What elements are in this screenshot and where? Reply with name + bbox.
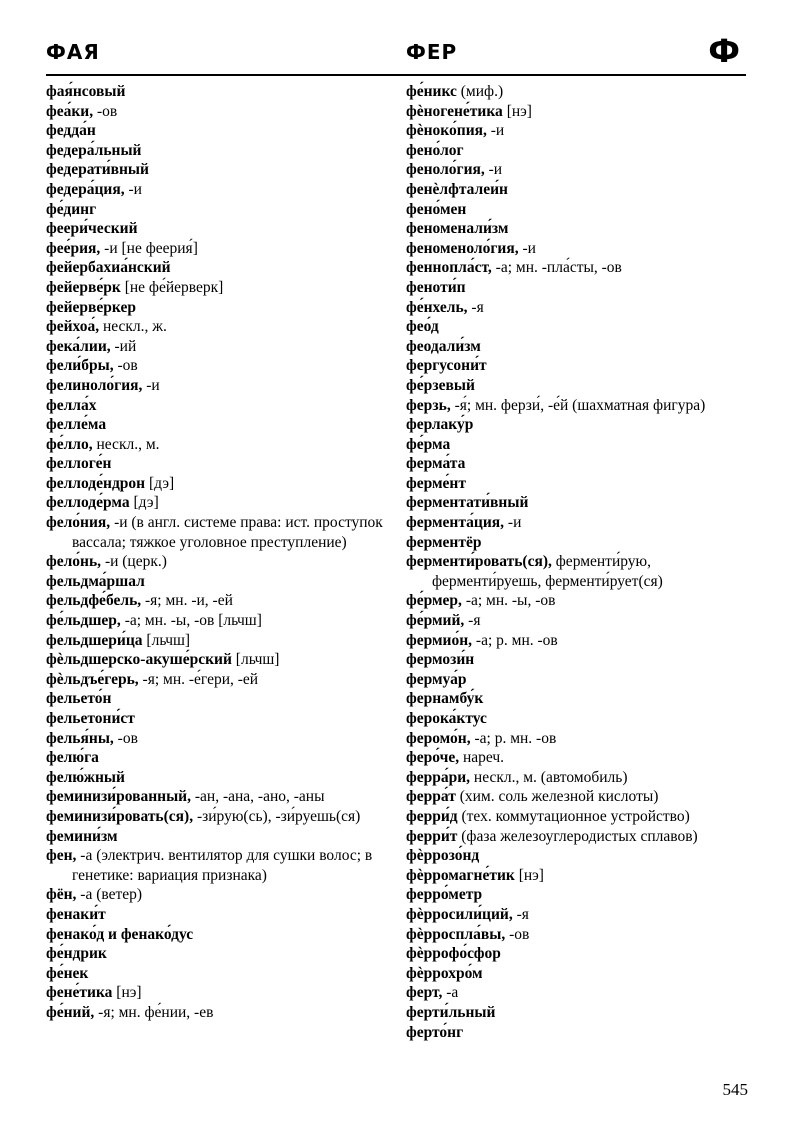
- headword: фѐрроспла́вы,: [406, 925, 506, 943]
- entry-note: -а; р. мн. -ов: [472, 631, 558, 649]
- headword: фели́бры,: [46, 357, 114, 375]
- entry-note: (миф.): [456, 83, 504, 100]
- headword: фе́нхель,: [406, 298, 468, 316]
- dictionary-entry: [46, 709, 392, 729]
- dictionary-entry: [406, 474, 752, 494]
- dictionary-entry: [406, 239, 752, 259]
- entry-note: -я: [512, 905, 529, 923]
- headword: фельдшери́ца: [46, 631, 143, 649]
- entry-note: -зи́рую(сь), -зи́руешь(ся): [193, 807, 361, 825]
- headword: фе́льдшер,: [46, 612, 121, 630]
- entry-note: -ан, -ана, -ано, -аны: [191, 788, 325, 806]
- headword: фе́никс: [406, 83, 457, 100]
- headword: ферри́т: [406, 827, 458, 845]
- headword: фельетони́ст: [46, 710, 135, 727]
- dictionary-entry: [406, 513, 752, 533]
- headword: фейербахиа́нский: [46, 259, 171, 277]
- headword: феноменоло́гия,: [406, 239, 519, 257]
- header-right-guide-word: ФЕР: [406, 40, 458, 64]
- headword: феери́ческий: [46, 220, 138, 238]
- headword: фе́рма: [406, 435, 451, 453]
- dictionary-entry: [406, 435, 752, 455]
- entry-note: [нэ]: [514, 866, 544, 884]
- headword: фенаки́т: [46, 905, 106, 923]
- headword: фене́тика: [46, 984, 113, 1002]
- dictionary-entry: [406, 983, 752, 1003]
- entry-note: -я: [467, 298, 484, 316]
- dictionary-entry: [406, 1023, 752, 1043]
- entry-note: нареч.: [459, 749, 505, 767]
- dictionary-entry: [46, 141, 392, 161]
- headword: феноти́п: [406, 278, 466, 296]
- dictionary-entry: [406, 121, 752, 141]
- dictionary-entry: [406, 689, 752, 709]
- headword: ферти́льный: [406, 1003, 496, 1021]
- headword: феминизи́ровать(ся),: [46, 807, 194, 825]
- headword: фенѐлфталеи́н: [406, 180, 508, 198]
- entry-note: ферменти́рую, ферменти́руешь, ферменти́рует(ся): [432, 553, 663, 590]
- dictionary-entry: [406, 454, 752, 474]
- entry-note: -я; мн. -и, -ей: [141, 592, 233, 610]
- headword: фелла́х: [46, 396, 97, 414]
- dictionary-entry: [46, 160, 392, 180]
- entry-note: -ов: [113, 729, 138, 747]
- dictionary-entry: [406, 591, 752, 611]
- headword: фе́ндрик: [46, 945, 107, 963]
- dictionary-entry: [406, 925, 752, 945]
- headword: феа́ки,: [46, 102, 94, 120]
- headword: фелья́ны,: [46, 729, 114, 747]
- dictionary-entry: [406, 356, 752, 376]
- headword: фермио́н,: [406, 631, 473, 649]
- dictionary-entry: [406, 885, 752, 905]
- dictionary-entry: [406, 219, 752, 239]
- entry-note: -и [не феерия́]: [100, 239, 198, 257]
- entry-note: -а; мн. -ы, -ов [льчш]: [120, 612, 262, 630]
- headword: ферментати́вный: [406, 494, 529, 512]
- headword: фено́лог: [406, 141, 464, 159]
- headword: ферра́т: [406, 788, 456, 806]
- headword: фельето́н: [46, 690, 112, 708]
- entry-note: -я́; мн. ферзи́, -е́й (шахматная фигура): [450, 396, 706, 414]
- dictionary-entry: [46, 219, 392, 239]
- headword: федерати́вный: [46, 161, 149, 179]
- dictionary-entry: [406, 670, 752, 690]
- dictionary-entry: [46, 278, 392, 298]
- entry-note: -а; мн. -ы, -ов: [461, 592, 556, 610]
- dictionary-entry: [406, 807, 752, 827]
- headword: феро́че,: [406, 749, 460, 767]
- headword: федера́ция,: [46, 180, 125, 198]
- headword: феноло́гия,: [406, 161, 485, 179]
- dictionary-entry: [46, 121, 392, 141]
- headword: фѐррохро́м: [406, 964, 483, 982]
- entry-note: -ов: [505, 925, 530, 943]
- headword: фе́нек: [46, 964, 89, 982]
- dictionary-entry: [46, 591, 392, 611]
- headword: федда́н: [46, 122, 96, 140]
- dictionary-entry: [46, 474, 392, 494]
- dictionary-entry: [406, 317, 752, 337]
- dictionary-entry: [46, 827, 392, 847]
- headword: фѐррофо́сфор: [406, 945, 501, 963]
- entry-note: -и: [142, 376, 160, 394]
- headword: фернамбу́к: [406, 690, 484, 708]
- entry-note: -я; мн. фе́нии, -ев: [94, 1003, 214, 1021]
- dictionary-entry: [46, 729, 392, 749]
- entry-note: [льчш]: [231, 651, 280, 669]
- dictionary-entry: [46, 650, 392, 670]
- headword: феннопла́ст,: [406, 259, 492, 277]
- entry-note: -ий: [110, 337, 137, 355]
- headword: феодали́зм: [406, 337, 481, 355]
- dictionary-entry: [406, 258, 752, 278]
- dictionary-entry: [406, 787, 752, 807]
- page-number: 545: [722, 1080, 748, 1099]
- headword: ферри́д: [406, 807, 458, 825]
- headword: фейхоа́,: [46, 318, 100, 336]
- headword: фён,: [46, 886, 77, 904]
- dictionary-entry: [46, 82, 392, 102]
- running-header: [46, 34, 746, 76]
- dictionary-entry: [406, 200, 752, 220]
- dictionary-entry: [46, 102, 392, 122]
- headword: фе́рмий,: [406, 612, 465, 630]
- entry-note: [дэ]: [129, 494, 159, 512]
- dictionary-entry: [406, 415, 752, 435]
- dictionary-entry: [406, 905, 752, 925]
- dictionary-entry: [46, 807, 392, 827]
- headword: фе́ний,: [46, 1003, 95, 1021]
- headword: фелю́га: [46, 749, 99, 767]
- dictionary-entry: [46, 572, 392, 592]
- dictionary-entry: [46, 787, 392, 807]
- entry-note: -и (церк.): [101, 553, 167, 571]
- entry-note: -а (электрич. вентилятор для сушки волос; в генетике: вариация признака): [72, 847, 373, 884]
- dictionary-entry: [406, 298, 752, 318]
- dictionary-entry: [46, 415, 392, 435]
- dictionary-entry: [406, 611, 752, 631]
- dictionary-entry: [46, 317, 392, 337]
- dictionary-entry: [46, 611, 392, 631]
- dictionary-entry: [406, 180, 752, 200]
- entry-note: -я; мн. -е́гери, -ей: [138, 670, 259, 688]
- entry-note: (тех. коммутационное устройство): [457, 807, 690, 825]
- entry-note: -и: [504, 514, 522, 532]
- headword: фельдма́ршал: [46, 572, 145, 590]
- entry-note: [нэ]: [502, 102, 532, 120]
- dictionary-entry: [46, 689, 392, 709]
- headword: фе́динг: [46, 200, 97, 218]
- entry-note: нескл., м.: [92, 435, 160, 453]
- dictionary-entry: [46, 983, 392, 1003]
- headword: фѐррозо́нд: [406, 847, 480, 865]
- headword: фемини́зм: [46, 827, 118, 845]
- headword: фека́лии,: [46, 337, 111, 355]
- dictionary-entry: [406, 160, 752, 180]
- dictionary-entry: [46, 454, 392, 474]
- headword: ферока́ктус: [406, 710, 487, 727]
- dictionary-entry: [406, 278, 752, 298]
- headword: фелиноло́гия,: [46, 376, 143, 394]
- headword: феромо́н,: [406, 729, 471, 747]
- headword: феллоге́н: [46, 455, 112, 473]
- headword: фелю́жный: [46, 768, 125, 786]
- entry-note: -я: [464, 612, 481, 630]
- headword: феллоде́рма: [46, 494, 130, 512]
- header-section-letter: Ф: [708, 32, 740, 70]
- headword: ферменти́ровать(ся),: [406, 553, 552, 571]
- headword: фе́рмер,: [406, 592, 462, 610]
- dictionary-entry: [46, 493, 392, 513]
- entry-note: -а (ветер): [76, 886, 143, 904]
- headword: фен,: [46, 847, 77, 865]
- entry-note: -и (в англ. системе права: ист. проступок вассала; тяжкое уголовное преступление): [72, 514, 383, 551]
- headword: фе́рзевый: [406, 376, 475, 394]
- dictionary-entry: [406, 552, 752, 591]
- dictionary-entry: [406, 650, 752, 670]
- dictionary-entry: [406, 768, 752, 788]
- headword: фено́мен: [406, 200, 467, 218]
- headword: фейерве́рк: [46, 278, 121, 296]
- headword: фѐрросили́ций,: [406, 905, 513, 923]
- headword: фейерве́ркер: [46, 298, 136, 316]
- headword: фермента́ция,: [406, 514, 505, 532]
- headword: фѐльдъе́герь,: [46, 670, 139, 688]
- dictionary-entry: [406, 729, 752, 749]
- entry-note: -и: [486, 122, 505, 140]
- dictionary-entry: [406, 82, 752, 102]
- dictionary-entry: [46, 748, 392, 768]
- dictionary-entry: [406, 827, 752, 847]
- dictionary-entry: [406, 1003, 752, 1023]
- headword: фело́нь,: [46, 553, 102, 571]
- dictionary-entry: [406, 337, 752, 357]
- headword: ферма́та: [406, 455, 466, 473]
- dictionary-entry: [46, 768, 392, 788]
- dictionary-entry: [46, 925, 392, 945]
- headword: фермози́н: [406, 651, 475, 669]
- header-left-guide-word: ФАЯ: [46, 40, 100, 64]
- headword: ферт,: [406, 984, 443, 1002]
- entry-note: нескл., ж.: [99, 318, 167, 336]
- dictionary-entry: [46, 200, 392, 220]
- headword: ферро́метр: [406, 886, 483, 904]
- entry-note: [нэ]: [112, 984, 142, 1002]
- entry-note: -и: [124, 180, 142, 198]
- dictionary-entry: [46, 356, 392, 376]
- left-column: [46, 82, 392, 1023]
- dictionary-entry: [46, 964, 392, 984]
- entry-note: -а; мн. -пла́сты, -ов: [491, 259, 622, 277]
- dictionary-entry: [46, 337, 392, 357]
- headword: феноменали́зм: [406, 220, 509, 238]
- headword: фермуа́р: [406, 670, 467, 688]
- dictionary-entry: [406, 866, 752, 886]
- entry-note: -а; р. мн. -ов: [470, 729, 557, 747]
- dictionary-entry: [46, 552, 392, 572]
- dictionary-entry: [46, 435, 392, 455]
- headword: ферто́нг: [406, 1023, 464, 1041]
- entry-note: -ов: [93, 102, 118, 120]
- dictionary-entry: [46, 258, 392, 278]
- dictionary-entry: [406, 533, 752, 553]
- headword: феллоде́ндрон: [46, 474, 146, 492]
- headword: фенако́д и фенако́дус: [46, 925, 194, 943]
- dictionary-entry: [406, 396, 752, 416]
- headword: феминизи́рованный,: [46, 788, 191, 806]
- headword: фѐноко́пия,: [406, 122, 487, 140]
- headword: фѐльдшерско-акуше́рский: [46, 651, 232, 669]
- dictionary-entry: [406, 846, 752, 866]
- dictionary-entry: [406, 102, 752, 122]
- headword: фело́ния,: [46, 514, 111, 532]
- dictionary-entry: [406, 964, 752, 984]
- entry-note: нескл., м. (автомобиль): [470, 768, 628, 786]
- dictionary-entry: [46, 944, 392, 964]
- entry-note: [не фе́йерверк]: [120, 278, 224, 296]
- headword: ферра́ри,: [406, 768, 471, 786]
- dictionary-entry: [406, 141, 752, 161]
- entry-note: -ов: [113, 357, 138, 375]
- dictionary-entry: [46, 905, 392, 925]
- dictionary-entry: [46, 885, 392, 905]
- dictionary-entry: [406, 631, 752, 651]
- dictionary-entry: [406, 493, 752, 513]
- dictionary-entry: [406, 376, 752, 396]
- dictionary-entry: [46, 239, 392, 259]
- entry-note: (фаза железоуглеродистых сплавов): [457, 827, 698, 845]
- headword: федера́льный: [46, 141, 142, 159]
- headword: фее́рия,: [46, 239, 101, 257]
- headword: фельдфе́бель,: [46, 592, 142, 610]
- headword: фергусони́т: [406, 357, 487, 375]
- dictionary-entry: [46, 180, 392, 200]
- headword: фѐногене́тика: [406, 102, 503, 120]
- entry-note: -и: [518, 239, 536, 257]
- dictionary-entry: [46, 513, 392, 552]
- dictionary-entry: [46, 376, 392, 396]
- dictionary-entry: [46, 846, 392, 885]
- dictionary-entry: [46, 670, 392, 690]
- dictionary-entry: [46, 298, 392, 318]
- headword: ферментёр: [406, 533, 482, 551]
- dictionary-entry: [406, 944, 752, 964]
- entry-note: [льчш]: [142, 631, 191, 649]
- headword: фелле́ма: [46, 416, 107, 434]
- headword: фая́нсовый: [46, 83, 126, 100]
- dictionary-entry: [406, 748, 752, 768]
- entry-note: -и: [484, 161, 503, 179]
- headword: ферзь,: [406, 396, 451, 414]
- headword: ферлаку́р: [406, 416, 474, 434]
- headword: фео́д: [406, 318, 439, 336]
- dictionary-entry: [46, 1003, 392, 1023]
- dictionary-entry: [46, 396, 392, 416]
- headword: фѐрромагне́тик: [406, 866, 515, 884]
- dictionary-entry: [46, 631, 392, 651]
- headword: фе́лло,: [46, 435, 93, 453]
- entry-note: (хим. соль железной кислоты): [455, 788, 659, 806]
- right-column: [406, 82, 752, 1042]
- entry-note: -а: [442, 984, 459, 1002]
- dictionary-entry: [406, 709, 752, 729]
- headword: ферме́нт: [406, 474, 466, 492]
- entry-note: [дэ]: [145, 474, 175, 492]
